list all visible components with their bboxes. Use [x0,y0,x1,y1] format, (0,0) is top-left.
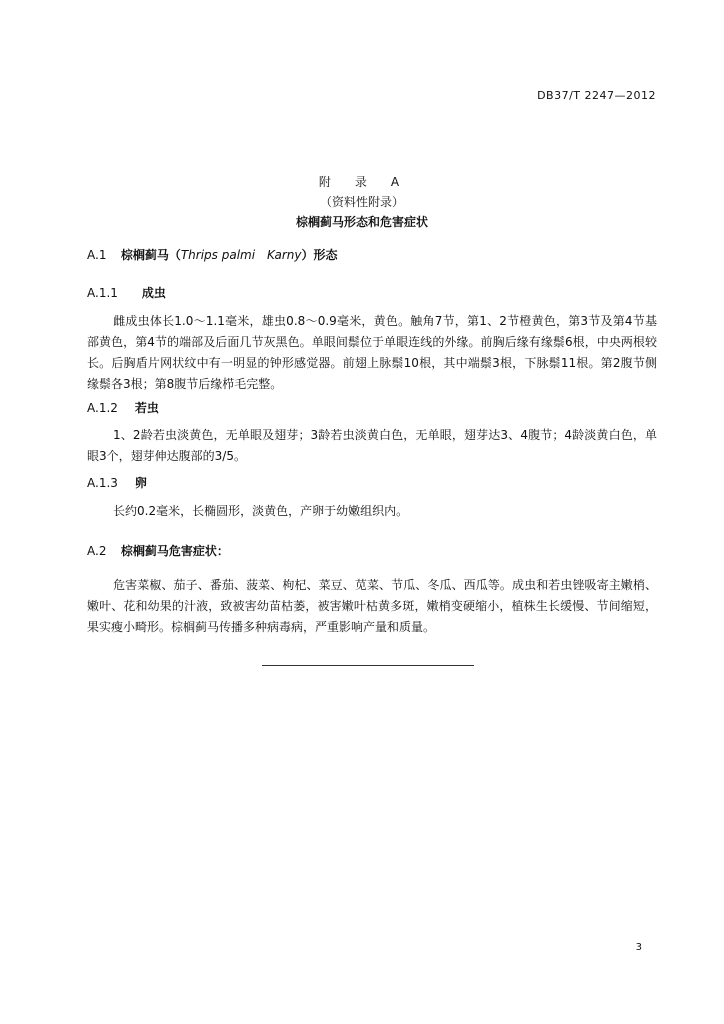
section-number: A.1 [87,248,107,262]
section-title-pre: 棕榈蓟马（ [120,248,181,262]
section-number: A.1.2 [87,401,118,415]
end-rule [262,665,474,666]
paragraph-text: 危害菜椒、茄子、番茄、菠菜、枸杞、菜豆、苋菜、节瓜、冬瓜、西瓜等。成虫和若虫锉吸寄主嫩梢、嫩叶、花和幼果的汁液，致被害幼苗枯萎，被害嫩叶枯黄多斑，嫩梢变硬缩小，植株生长缓慢、节间缩短，果实瘦小畸形。棕榈蓟马传播多种病毒病，严重影响产量和质量。 [87,578,657,634]
page-number: 3 [635,942,642,953]
section-title: 棕榈蓟马危害症状： [120,544,229,558]
appendix-title: 棕榈蓟马形态和危害症状 [295,215,428,229]
section-title: 成虫 [141,286,166,300]
section-a2-paragraph [87,575,657,638]
section-title-latin: Thrips palmi Karny [180,248,302,262]
appendix-label: 附 录 A [318,175,406,189]
paragraph-text: 雌成虫体长1.0～1.1毫米，雄虫0.8～0.9毫米，黄色。触角7节，第1、2节橙黄色，第3节及第4节基部黄色，第4节的端部及后面几节灰黑色。单眼间鬃位于单眼连线的外缘。前胸后缘有缘鬃6根，中央两根较长。后胸盾片网状纹中有一明显的钟形感觉器。前翅上脉鬃10根，其中端鬃3根，下脉鬃11根。第2腹节侧缘鬃各3根；第8腹节后缘栉毛完整。 [87,314,657,391]
section-number: A.1.3 [87,476,118,490]
section-a1-1-paragraph [87,311,657,395]
section-title: 若虫 [134,401,159,415]
section-a2-heading [87,543,229,559]
section-number: A.1.1 [87,286,118,300]
section-title-post: ）形态 [301,248,338,262]
standard-code: DB37/T 2247—2012 [537,89,656,102]
paragraph-text: 长约0.2毫米，长椭圆形，淡黄色，产卵于幼嫩组织内。 [113,504,409,518]
appendix-type: （资料性附录） [319,195,404,209]
section-a1-3-heading [87,475,147,491]
section-a1-2-heading [87,400,159,416]
section-title: 卵 [134,476,147,490]
section-a1-2-paragraph [87,425,657,467]
section-number: A.2 [87,544,107,558]
appendix-title-block [0,172,724,232]
section-a1-heading [87,247,338,263]
section-a1-3-paragraph [87,501,657,522]
paragraph-text: 1、2龄若虫淡黄色，无单眼及翅芽；3龄若虫淡黄白色，无单眼，翅芽达3、4腹节；4龄淡黄白色，单眼3个，翅芽伸达腹部的3/5。 [87,428,657,463]
section-a1-1-heading [87,285,166,301]
